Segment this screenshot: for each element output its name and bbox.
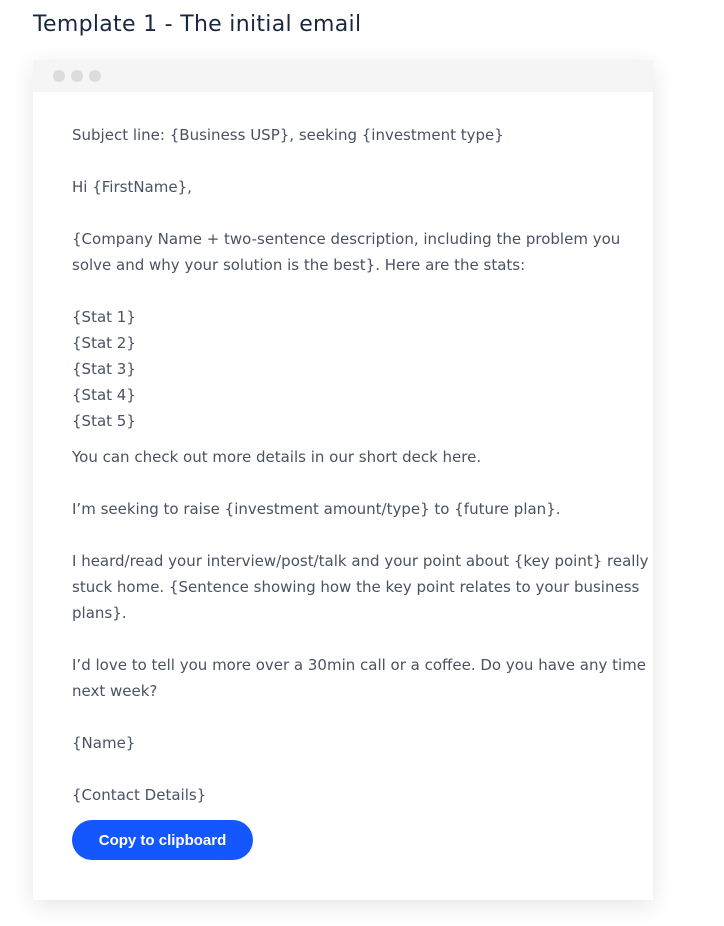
email-body xyxy=(72,122,649,808)
window-dot-icon xyxy=(89,70,101,82)
intro-line: {Company Name + two-sentence description, including the problem you xyxy=(72,230,621,248)
interview-line: plans}. xyxy=(72,604,127,622)
window-dot-icon xyxy=(53,70,65,82)
page-title: Template 1 - The initial email xyxy=(33,12,362,37)
raise-line: I’m seeking to raise {investment amount/type} to {future plan}. xyxy=(72,500,561,518)
stat-line: {Stat 1} xyxy=(72,308,136,326)
greeting-line: Hi {FirstName}, xyxy=(72,178,192,196)
stat-line: {Stat 4} xyxy=(72,386,136,404)
interview-line: I heard/read your interview/post/talk and your point about {key point} really xyxy=(72,552,649,570)
email-template-card xyxy=(33,60,653,900)
copy-to-clipboard-button[interactable]: Copy to clipboard xyxy=(72,820,253,860)
stat-line: {Stat 5} xyxy=(72,412,136,430)
stat-line: {Stat 3} xyxy=(72,360,136,378)
contact-details: {Contact Details} xyxy=(72,786,207,804)
stat-line: {Stat 2} xyxy=(72,334,136,352)
window-dot-icon xyxy=(71,70,83,82)
intro-line: solve and why your solution is the best}. Here are the stats: xyxy=(72,256,526,274)
interview-line: stuck home. {Sentence showing how the key point relates to your business xyxy=(72,578,640,596)
signature-name: {Name} xyxy=(72,734,136,752)
window-title-bar xyxy=(33,60,653,92)
call-line: next week? xyxy=(72,682,158,700)
subject-line: Subject line: {Business USP}, seeking {investment type} xyxy=(72,126,504,144)
call-line: I’d love to tell you more over a 30min call or a coffee. Do you have any time xyxy=(72,656,647,674)
deck-line: You can check out more details in our short deck here. xyxy=(72,448,482,466)
